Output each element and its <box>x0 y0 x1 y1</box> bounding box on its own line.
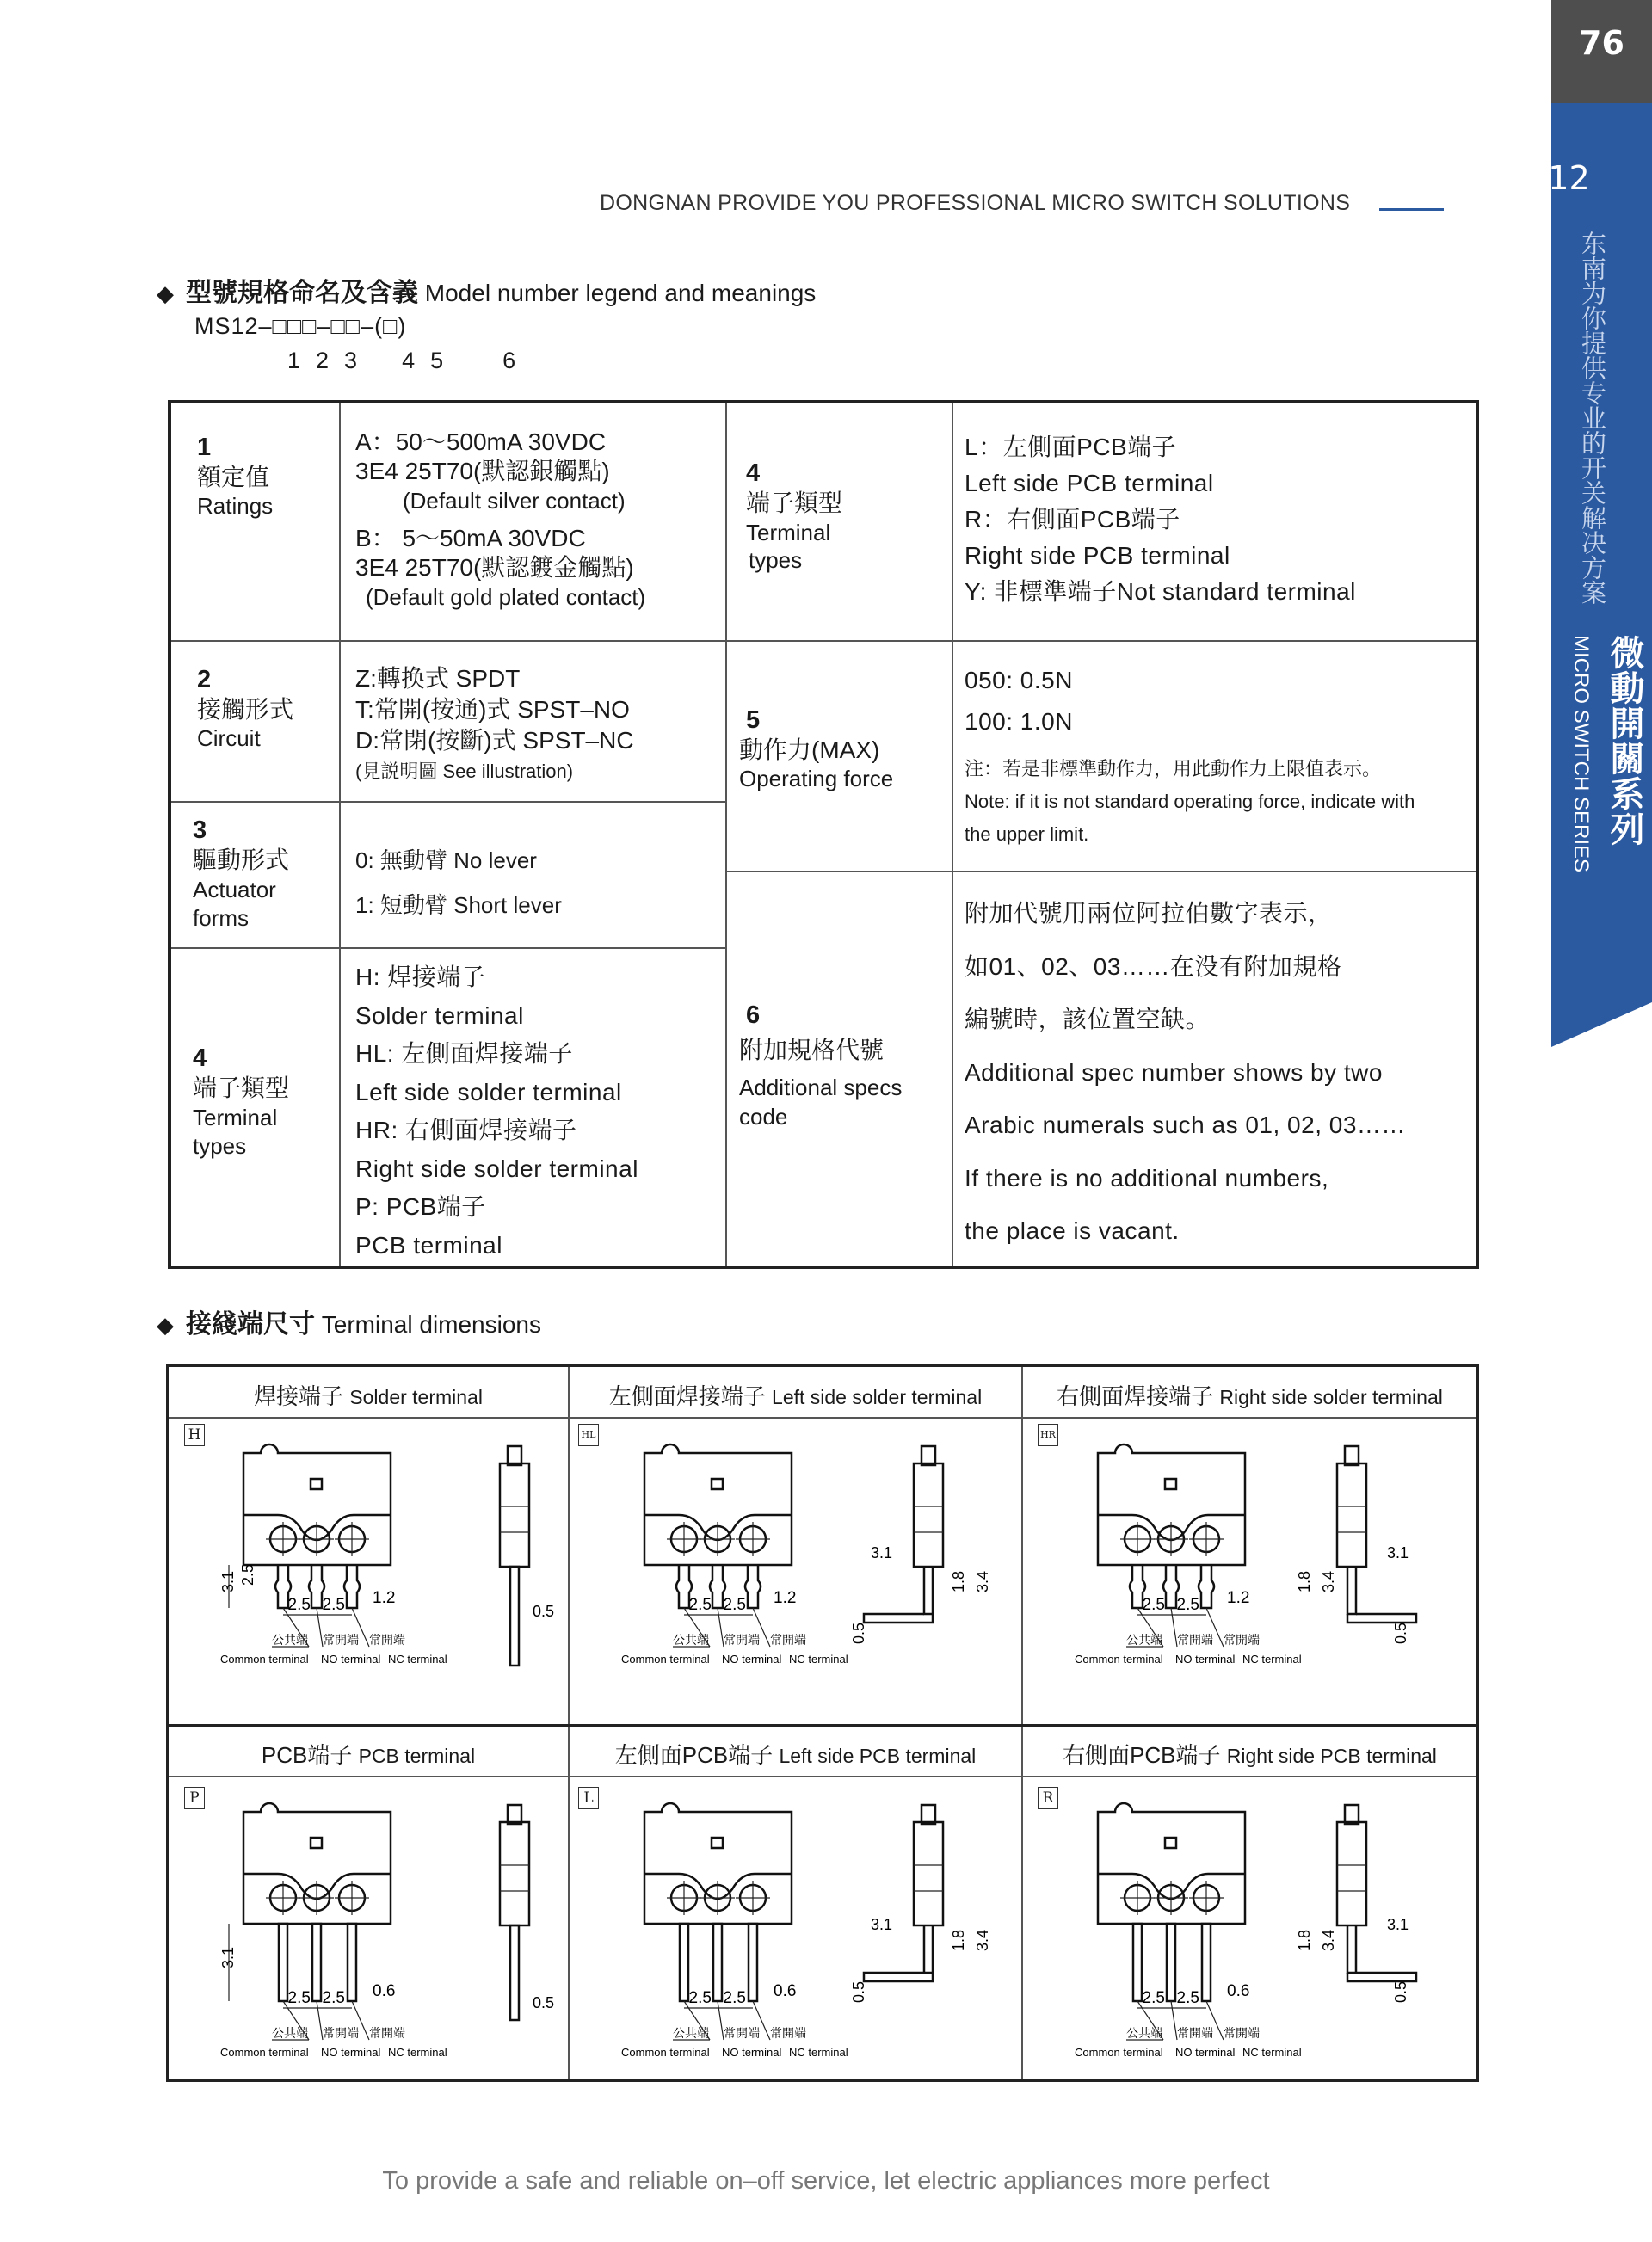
pitch-dimension: 2.5 <box>287 1596 311 1614</box>
terminal-width-dimension: 1.2 <box>1227 1589 1250 1607</box>
terminal-solder-label: 4 端子類型 Terminal types <box>193 1044 290 1159</box>
no-terminal-label-cn: 常開端 <box>1177 1633 1213 1647</box>
page-number: 76 <box>1579 24 1624 62</box>
side-view-body <box>500 1822 529 1925</box>
solder-terminal-pin <box>344 1565 360 1608</box>
header-slogan: DONGNAN PROVIDE YOU PROFESSIONAL MICRO SWITCH SOLUTIONS <box>600 191 1351 215</box>
diamond-icon: ◆ <box>157 280 174 306</box>
side-view-body <box>914 1463 943 1567</box>
thickness-dimension: 0.5 <box>533 1994 555 2011</box>
model-code: MS12–□□□–□□–(□) <box>194 313 407 339</box>
legend-table <box>168 400 1479 1269</box>
nc-terminal-label-cn: 常開端 <box>1224 1633 1260 1647</box>
drawing-right-solder <box>1023 1420 1476 1722</box>
bend-length-dimension: 3.1 <box>1387 1544 1409 1561</box>
side-view-plunger <box>1345 1446 1359 1465</box>
panel-header-right-pcb: 右側面PCB端子 Right side PCB terminal <box>1063 1742 1437 1768</box>
common-terminal-label-en: Common terminal <box>1075 1653 1163 1666</box>
series-title-cn: 微動開關系列 <box>1605 635 1644 847</box>
side-view-bent-terminal <box>864 1973 933 1981</box>
common-terminal-label-en: Common terminal <box>220 1653 309 1666</box>
panel-header-solder: 焊接端子 Solder terminal <box>254 1383 483 1409</box>
plunger-mark <box>712 1479 723 1489</box>
side-view-plunger <box>922 1805 935 1824</box>
common-terminal-label-cn: 公共端 <box>673 2026 709 2040</box>
legend-title-cn: 型號規格命名及含義 <box>186 279 418 307</box>
side-view-body <box>914 1822 943 1925</box>
no-terminal-label-cn: 常開端 <box>724 1633 760 1647</box>
terminal-solder-values: H: 焊接端子 Solder terminal HL: 左側面焊接端子 Left side solder terminal HR: 右側面焊接端子 Right side solder terminal P: PCB端子 PCB terminal <box>355 964 638 1259</box>
height-dimension: 1.8 <box>950 1929 967 1951</box>
height-dimension: 3.4 <box>1320 1570 1337 1592</box>
plunger-mark <box>311 1838 322 1848</box>
pcb-terminal-pin <box>680 1924 688 2001</box>
terminal-pcb-label: 4 端子類型 Terminal types <box>746 459 843 573</box>
pcb-terminal-pin <box>749 1924 757 2001</box>
side-view-plunger <box>508 1805 521 1824</box>
side-view-body <box>1337 1463 1366 1567</box>
tag-p: P <box>184 1787 205 1809</box>
side-view-terminal <box>1347 1925 1356 1973</box>
ratings-label: 1 額定值 Ratings <box>197 434 274 519</box>
nc-terminal-label-en: NC terminal <box>789 2046 848 2059</box>
pcb-terminal-pin <box>1133 1924 1142 2001</box>
bend-length-dimension: 3.1 <box>871 1544 893 1561</box>
panel-header-left-pcb: 左側面PCB端子 Left side PCB terminal <box>614 1742 977 1768</box>
solder-terminal-pin <box>1199 1565 1214 1608</box>
pcb-terminal-pin <box>1167 1924 1175 2001</box>
pitch-dimension: 2.5 <box>1142 1989 1165 2007</box>
side-view-terminal <box>924 1925 933 1973</box>
side-view-terminal <box>510 1567 519 1666</box>
terminal-width-dimension: 0.6 <box>1227 1982 1250 2000</box>
common-terminal-label-en: Common terminal <box>220 2046 309 2059</box>
thickness-dimension: 0.5 <box>1392 1980 1409 2003</box>
terminals-title-cn: 接綫端尺寸 <box>186 1310 315 1339</box>
height-dimension: 1.8 <box>950 1570 967 1592</box>
terminal-drawings-table <box>166 1364 1479 2082</box>
model-code-digits: 1 2 3 4 5 6 <box>287 348 517 373</box>
height-dimension: 3.1 <box>219 1946 237 1968</box>
panel-header-left-solder: 左側面焊接端子 Left side solder terminal <box>608 1383 983 1409</box>
pitch-dimension: 2.5 <box>1142 1596 1165 1614</box>
pcb-terminal-pin <box>713 1924 722 2001</box>
no-terminal-label-en: NO terminal <box>321 2046 381 2059</box>
bend-length-dimension: 3.1 <box>871 1916 893 1933</box>
circuit-label: 2 接觸形式 Circuit <box>197 666 294 751</box>
common-terminal-label-en: Common terminal <box>621 1653 710 1666</box>
terminals-title-en: Terminal dimensions <box>321 1311 541 1338</box>
side-view-terminal <box>924 1567 933 1614</box>
diamond-icon: ◆ <box>157 1312 174 1338</box>
pitch-dimension: 2.5 <box>1176 1596 1199 1614</box>
drawing-left-solder <box>570 1420 1021 1722</box>
side-view-bent-terminal <box>1347 1614 1416 1623</box>
side-view-plunger <box>922 1446 935 1465</box>
side-view-body <box>500 1463 529 1567</box>
common-terminal-label-cn: 公共端 <box>1126 1633 1162 1647</box>
no-terminal-label-cn: 常開端 <box>323 1633 359 1647</box>
pitch-dimension: 2.5 <box>322 1596 345 1614</box>
no-terminal-label-en: NO terminal <box>321 1653 381 1666</box>
drawing-left-pcb <box>570 1779 1021 2076</box>
side-view-body <box>1337 1822 1366 1925</box>
height-dimension: 1.8 <box>1296 1570 1313 1592</box>
legend-title-en: Model number legend and meanings <box>424 280 817 306</box>
common-terminal-label-cn: 公共端 <box>1126 2026 1162 2040</box>
drawing-pcb <box>169 1779 568 2076</box>
no-terminal-label-en: NO terminal <box>722 1653 782 1666</box>
tag-r: R <box>1038 1787 1058 1809</box>
ratings-values: A：50～500mA 30VDC 3E4 25T70(默認銀觸點) (Default silver contact) B： 5～50mA 30VDC 3E4 25T70(默認鍍金觸點) (Default gold plated contact) <box>355 428 646 610</box>
thickness-dimension: 0.5 <box>1392 1622 1409 1644</box>
nc-terminal-label-en: NC terminal <box>1242 2046 1302 2059</box>
side-view-plunger <box>508 1446 521 1465</box>
height-dimension: 3.4 <box>974 1570 991 1592</box>
plunger-mark <box>311 1479 322 1489</box>
common-terminal-label-cn: 公共端 <box>272 2026 308 2040</box>
height-dimension: 3.4 <box>974 1929 991 1951</box>
solder-terminal-pin <box>745 1565 761 1608</box>
nc-terminal-label-en: NC terminal <box>1242 1653 1302 1666</box>
series-code: MS12 <box>1499 159 1590 197</box>
no-terminal-label-cn: 常開端 <box>323 2026 359 2040</box>
nc-terminal-label-cn: 常開端 <box>369 1633 405 1647</box>
nc-terminal-label-en: NC terminal <box>789 1653 848 1666</box>
circuit-values: Z:轉换式 SPDT T:常開(按通)式 SPST–NO D:常閉(按斷)式 SPST–NC (見説明圖 See illustration) <box>355 665 634 782</box>
no-terminal-label-en: NO terminal <box>1175 2046 1236 2059</box>
tag-hl: HL <box>578 1424 599 1446</box>
side-slogan: 东南为你提供专业的开关解决方案 <box>1578 231 1607 605</box>
terminal-pcb-values: L：左側面PCB端子 Left side PCB terminal R：右側面PCB端子 Right side PCB terminal Y: 非標準端子Not standard terminal <box>965 434 1356 605</box>
pcb-terminal-pin <box>312 1924 321 2001</box>
legend-heading <box>157 271 816 309</box>
terminal-width-dimension: 0.6 <box>774 1982 797 2000</box>
side-view-bent-terminal <box>1347 1973 1416 1981</box>
terminal-width-dimension: 0.6 <box>373 1982 396 2000</box>
series-title-en: MICRO SWITCH SERIES <box>1569 635 1593 873</box>
panel-header-pcb: PCB端子 PCB terminal <box>261 1742 476 1768</box>
nc-terminal-label-en: NC terminal <box>388 1653 447 1666</box>
pcb-terminal-pin <box>279 1924 287 2001</box>
plunger-mark <box>1165 1838 1176 1848</box>
bend-length-dimension: 3.1 <box>1387 1916 1409 1933</box>
terminal-width-dimension: 1.2 <box>774 1589 797 1607</box>
force-label: 5 動作力(MAX) Operating force <box>739 706 894 791</box>
thickness-dimension: 0.5 <box>850 1622 867 1644</box>
footer-slogan: To provide a safe and reliable on–off service, let electric appliances more perfect <box>382 2167 1270 2195</box>
terminals-heading <box>157 1303 541 1340</box>
pitch-dimension: 2.5 <box>287 1989 311 2007</box>
tag-l: L <box>578 1787 599 1809</box>
height-dimension: 3.1 <box>219 1570 237 1592</box>
tag-hr: HR <box>1038 1424 1058 1446</box>
thickness-dimension: 0.5 <box>533 1603 555 1620</box>
terminal-width-dimension: 1.2 <box>373 1589 396 1607</box>
nc-terminal-label-cn: 常開端 <box>369 2026 405 2040</box>
pitch-dimension: 2.5 <box>723 1989 746 2007</box>
pitch-dimension: 2.5 <box>322 1989 345 2007</box>
drawing-solder <box>169 1420 568 1722</box>
no-terminal-label-cn: 常開端 <box>724 2026 760 2040</box>
common-terminal-label-cn: 公共端 <box>272 1633 308 1647</box>
plunger-mark <box>1165 1479 1176 1489</box>
actuator-label: 3 驅動形式 Actuator forms <box>193 816 290 931</box>
nc-terminal-label-cn: 常開端 <box>770 2026 806 2040</box>
header-rule <box>1379 208 1444 211</box>
thickness-dimension: 0.5 <box>850 1980 867 2003</box>
force-values: 050: 0.5N 100: 1.0N 注：若是非標準動作力，用此動作力上限值表示。 Note: if it is not standard operating force, indicate with the upper limit. <box>965 667 1415 845</box>
pcb-terminal-pin <box>1202 1924 1211 2001</box>
side-view-bent-terminal <box>864 1614 933 1623</box>
no-terminal-label-cn: 常開端 <box>1177 2026 1213 2040</box>
common-terminal-label-en: Common terminal <box>1075 2046 1163 2059</box>
panel-header-right-solder: 右側面焊接端子 Right side solder terminal <box>1057 1383 1443 1409</box>
side-view-plunger <box>1345 1805 1359 1824</box>
height-dimension: 2.5 <box>239 1563 256 1586</box>
nc-terminal-label-cn: 常開端 <box>1224 2026 1260 2040</box>
additional-values: 附加代號用兩位阿拉伯數字表示， 如01、02、03……在没有附加規格 編號時，該位置空缺。 Additional spec number shows by two Arabic numerals such as 01, 02, 03…… If there is no additional numbers, the place is vacant. <box>965 900 1406 1244</box>
side-view-terminal <box>510 1925 519 2020</box>
pitch-dimension: 2.5 <box>688 1989 712 2007</box>
common-terminal-label-en: Common terminal <box>621 2046 710 2059</box>
common-terminal-label-cn: 公共端 <box>673 1633 709 1647</box>
actuator-values: 0: 無動臂 No lever 1: 短動臂 Short lever <box>355 847 562 918</box>
height-dimension: 3.4 <box>1320 1929 1337 1951</box>
pcb-terminal-pin <box>348 1924 356 2001</box>
tag-h: H <box>184 1424 205 1446</box>
no-terminal-label-en: NO terminal <box>722 2046 782 2059</box>
drawing-right-pcb <box>1023 1779 1476 2076</box>
additional-label: 6 附加規格代號 Additional specs code <box>739 1001 903 1130</box>
pitch-dimension: 2.5 <box>723 1596 746 1614</box>
pitch-dimension: 2.5 <box>1176 1989 1199 2007</box>
pitch-dimension: 2.5 <box>688 1596 712 1614</box>
nc-terminal-label-cn: 常開端 <box>770 1633 806 1647</box>
side-view-terminal <box>1347 1567 1356 1614</box>
height-dimension: 1.8 <box>1296 1929 1313 1951</box>
plunger-mark <box>712 1838 723 1848</box>
nc-terminal-label-en: NC terminal <box>388 2046 447 2059</box>
no-terminal-label-en: NO terminal <box>1175 1653 1236 1666</box>
